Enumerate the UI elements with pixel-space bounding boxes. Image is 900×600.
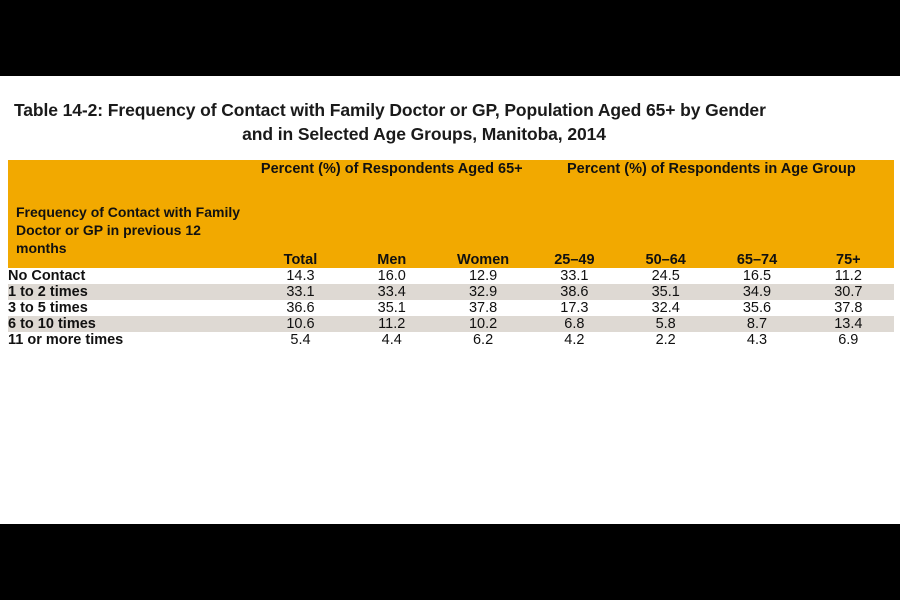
column-header-75plus: 75+ [803,219,894,268]
table-title [0,76,900,146]
cell-25-49: 6.8 [529,316,620,332]
cell-men: 16.0 [346,268,437,284]
row-label: 1 to 2 times [8,284,255,300]
cell-men: 33.4 [346,284,437,300]
column-header-25-49: 25–49 [529,219,620,268]
cell-75plus: 11.2 [803,268,894,284]
cell-men: 35.1 [346,300,437,316]
cell-50-64: 2.2 [620,332,711,348]
data-table [8,160,894,348]
column-header-65-74: 65–74 [711,219,802,268]
row-label: 6 to 10 times [8,316,255,332]
header-group-row [8,160,894,218]
cell-50-64: 32.4 [620,300,711,316]
table-row [8,300,894,316]
document-page [0,76,900,524]
cell-men: 11.2 [346,316,437,332]
cell-total: 14.3 [255,268,346,284]
cell-50-64: 35.1 [620,284,711,300]
table-header [8,160,894,268]
cell-total: 5.4 [255,332,346,348]
cell-65-74: 4.3 [711,332,802,348]
cell-25-49: 38.6 [529,284,620,300]
row-label: 3 to 5 times [8,300,255,316]
title-line-2: and in Selected Age Groups, Manitoba, 2014 [242,124,606,145]
cell-25-49: 33.1 [529,268,620,284]
cell-women: 12.9 [437,268,528,284]
column-header-50-64: 50–64 [620,219,711,268]
header-group-respondents-age-group: Percent (%) of Respondents in Age Group [529,160,894,218]
cell-women: 37.8 [437,300,528,316]
cell-total: 36.6 [255,300,346,316]
cell-65-74: 16.5 [711,268,802,284]
row-label: 11 or more times [8,332,255,348]
column-header-women: Women [437,219,528,268]
table-row [8,332,894,348]
cell-75plus: 30.7 [803,284,894,300]
table-row [8,268,894,284]
cell-65-74: 35.6 [711,300,802,316]
table-row [8,284,894,300]
header-group-respondents-65plus: Percent (%) of Respondents Aged 65+ [255,160,529,218]
table-body [8,268,894,348]
column-header-total: Total [255,219,346,268]
cell-total: 33.1 [255,284,346,300]
cell-50-64: 24.5 [620,268,711,284]
cell-total: 10.6 [255,316,346,332]
cell-men: 4.4 [346,332,437,348]
cell-65-74: 34.9 [711,284,802,300]
cell-65-74: 8.7 [711,316,802,332]
cell-women: 32.9 [437,284,528,300]
cell-50-64: 5.8 [620,316,711,332]
column-header-men: Men [346,219,437,268]
table-row [8,316,894,332]
row-header-label-cell [8,160,255,268]
cell-75plus: 37.8 [803,300,894,316]
cell-25-49: 4.2 [529,332,620,348]
cell-women: 6.2 [437,332,528,348]
row-header-label: Frequency of Contact with Family Doctor or GP in previous 12 months [16,204,241,257]
cell-women: 10.2 [437,316,528,332]
cell-25-49: 17.3 [529,300,620,316]
cell-75plus: 13.4 [803,316,894,332]
row-label: No Contact [8,268,255,284]
cell-75plus: 6.9 [803,332,894,348]
title-line-1: Table 14-2: Frequency of Contact with Family Doctor or GP, Population Aged 65+ by Gender [14,100,766,120]
